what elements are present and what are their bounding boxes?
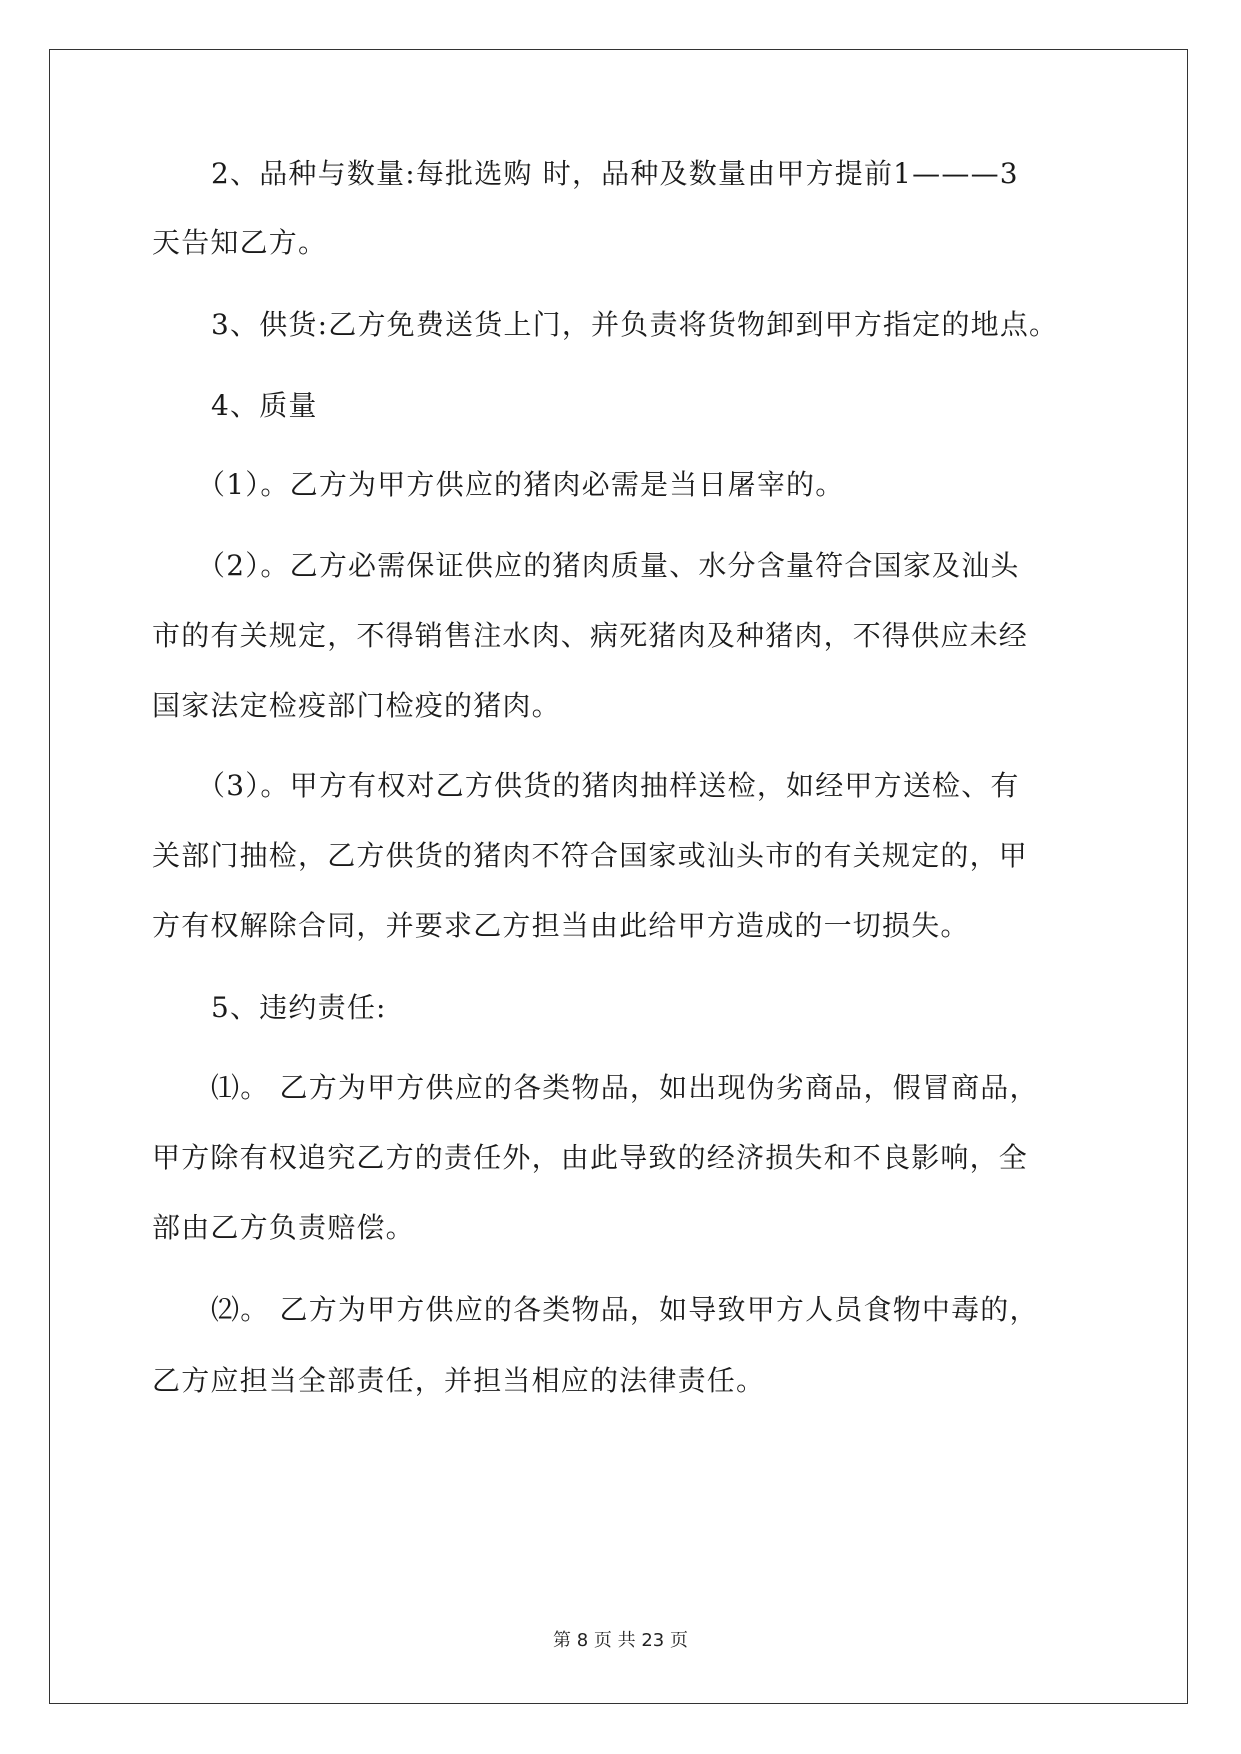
paragraph-line: （3）。甲方有权对乙方供货的猪肉抽样送检，如经甲方送检、有 xyxy=(197,769,1020,802)
section-heading: 5、违约责任: xyxy=(211,991,387,1024)
paragraph-line: 方有权解除合同，并要求乙方担当由此给甲方造成的一切损失。 xyxy=(152,909,970,942)
paragraph-line: 关部门抽检，乙方供货的猪肉不符合国家或汕头市的有关规定的，甲 xyxy=(152,839,1029,872)
paragraph-line: 国家法定检疫部门检疫的猪肉。 xyxy=(152,689,561,722)
paragraph-line: 天告知乙方。 xyxy=(152,226,328,259)
paragraph-line: 市的有关规定，不得销售注水肉、病死猪肉及种猪肉，不得供应未经 xyxy=(152,619,1029,652)
paragraph-line: ⑵。 乙方为甲方供应的各类物品，如导致甲方人员食物中毒的， xyxy=(211,1293,1039,1326)
paragraph-line: （2）。乙方必需保证供应的猪肉质量、水分含量符合国家及汕头 xyxy=(197,549,1020,582)
paragraph-line: 甲方除有权追究乙方的责任外，由此导致的经济损失和不良影响，全 xyxy=(152,1141,1029,1174)
paragraph-line: 2、品种与数量:每批选购 时，品种及数量由甲方提前1———3 xyxy=(211,157,1019,190)
section-heading: 4、质量 xyxy=(211,389,318,422)
paragraph-line: 乙方应担当全部责任，并担当相应的法律责任。 xyxy=(152,1364,766,1397)
paragraph-line: 部由乙方负责赔偿。 xyxy=(152,1211,415,1244)
page-border xyxy=(49,49,1188,1704)
paragraph-line: ⑴。 乙方为甲方供应的各类物品，如出现伪劣商品，假冒商品， xyxy=(211,1071,1039,1104)
paragraph-line: （1）。乙方为甲方供应的猪肉必需是当日屠宰的。 xyxy=(197,468,845,501)
paragraph-line: 3、供货:乙方免费送货上门，并负责将货物卸到甲方指定的地点。 xyxy=(211,308,1059,341)
page-number-footer: 第 8 页 共 23 页 xyxy=(553,1630,688,1651)
